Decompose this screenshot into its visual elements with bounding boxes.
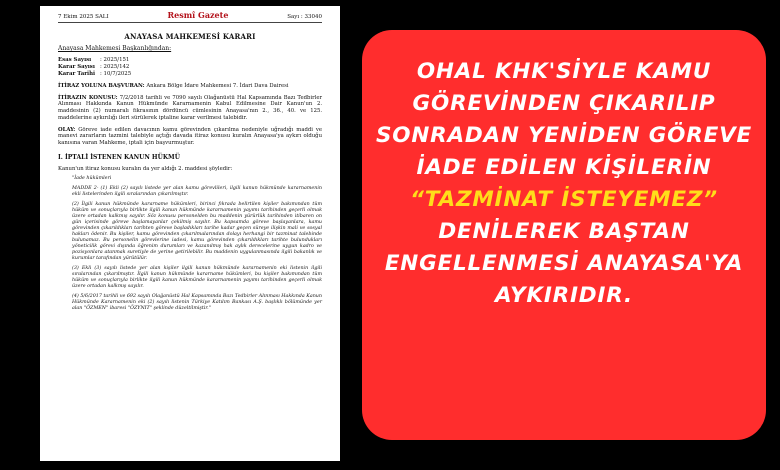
gazette-page <box>40 6 340 461</box>
headline-line: SONRADAN YENİDEN GÖREVE <box>375 123 753 148</box>
quote-paragraph: (2) İlgili kanun hükmünde kararname hükümleri, birinci fıkrada belirtilen kişiler bakımından tüm hüküm ve sonuçlarıyla birlikte ilgili kanun hükmünde kararnamenin yayımı tarihinden geçerli olmak üzere ortadan kalkmış sayılır. Söz konusu personelden bu maddenin yürürlük tarihinden itibaren on gün içerisinde göreve başlamayanlar çekilmiş sayılır. Bu kapsamda göreve başlayanlara, kamu görevinden çıkarıldıkları tarihten göreve başladıkları tarihe kadar geçen süreye ilişkin mali ve sosyal hakları ödenir. Bu kişiler, kamu görevinden çıkarılmalarından dolayı herhangi bir tazminat talebinde bulunamaz. Bu personelin görevlerine iadesi, kamu görevinden çıkarıldıkları tarihte bulundukları yöneticilik görevi dışında öğrenim durumları ve kazanılmış hak aylık derecelerine uygun kadro ve pozisyonlara atanmak suretiyle de yerine getirilebilir. Bu maddenin uygulanmasında ilgili bakanlık ve kurumlar tarafından yürütülür. <box>72 202 322 262</box>
headline-highlight-line: “TAZMİNAT İSTEYEMEZ” <box>410 187 718 212</box>
event-paragraph <box>58 127 322 147</box>
case-label: Karar Sayısı <box>58 64 95 70</box>
case-row <box>58 57 322 64</box>
event-text: Göreve iade edilen davacının kamu görevinden çıkarılma nedeniyle uğradığı maddi ve manevi zararların tazmini talebiyle açtığı davada itiraz konusu kuralın Anayasa'ya aykırı olduğu kanısına varan Mahkeme, iptali için başvurmuştur. <box>58 126 322 146</box>
section-heading: I. İPTALİ İSTENEN KANUN HÜKMÜ <box>58 153 180 161</box>
case-value: : 2025/142 <box>100 64 130 70</box>
quote-paragraph: (3) Ekli (3) sayılı listede yer alan kişiler ilgili kanun hükmünde kararnamenin eki listenin ilgili sıralarından çıkarılmıştır. İlgili kanun hükmünde kararname hükümleri, bu kişiler bakımından tüm hüküm ve sonuçlarıyla birlikte ilgili kanun hükmünde kararnamenin yayımı tarihinden geçerli olmak üzere ortadan kalkmış sayılır. <box>72 266 322 290</box>
headline-text <box>362 56 766 312</box>
headline-line: İADE EDİLEN KİŞİLERİN <box>416 155 712 180</box>
case-label: Esas Sayısı <box>58 57 92 63</box>
gazette-issue: Sayı : 33040 <box>287 14 322 20</box>
headline-line: ENGELLENMESİ ANAYASA'YA <box>384 251 744 276</box>
court-name: Anayasa Mahkemesi Başkanlığından: <box>58 45 172 52</box>
applicant-text: Ankara Bölge İdare Mahkemesi 7. İdari Dava Dairesi <box>146 83 289 89</box>
quote-heading: "İade hükümleri <box>72 176 112 182</box>
decision-title: ANAYASA MAHKEMESİ KARARI <box>124 32 256 41</box>
case-details <box>58 57 322 78</box>
subject-label: İTİRAZIN KONUSU: <box>58 94 118 101</box>
event-label: OLAY: <box>58 126 76 133</box>
case-value: : 10/7/2025 <box>100 71 132 77</box>
applicant-paragraph <box>58 83 322 90</box>
headline-line: GÖREVİNDEN ÇIKARILIP <box>412 91 716 116</box>
case-value: : 2025/151 <box>100 57 130 63</box>
gazette-header <box>58 10 322 23</box>
quote-paragraph: MADDE 2- (1) Ekli (2) sayılı listede yer alan kamu görevlileri, ilgili kanun hükmünde kararnamenin ekli listelerinden ilgili sıralarından çıkarılmıştır. <box>72 186 322 198</box>
case-row <box>58 71 322 78</box>
headline-line: OHAL KHK'SİYLE KAMU <box>416 59 712 84</box>
gazette-name: Resmî Gazete <box>167 10 229 20</box>
case-label: Karar Tarihi <box>58 71 96 77</box>
headline-panel <box>362 30 766 440</box>
section-intro: Kanun'un itiraz konusu kuralın da yer aldığı 2. maddesi şöyledir: <box>58 165 233 172</box>
applicant-label: İTİRAZ YOLUNA BAŞVURAN: <box>58 83 145 89</box>
subject-paragraph <box>58 95 322 122</box>
quote-paragraph: (4) 5/6/2017 tarihli ve 692 sayılı Olağanüstü Hal Kapsamında Bazı Tedbirler Alınması Hakkında Kanun Hükmünde Kararnamenin eki (2) sayılı listenin Türkiye Katılım Bankası A.Ş. başlıklı bölümünde yer alan "ÖZMEN" ibaresi "ÖZYNIT" şeklinde düzeltilmiştir." <box>72 294 322 312</box>
headline-line: DENİLEREK BAŞTAN <box>438 219 690 244</box>
headline-line: AYKIRIDIR. <box>495 283 633 308</box>
subject-text: 7/2/2018 tarihli ve 7090 sayılı Olağanüstü Hal Kapsamında Bazı Tedbirler Alınması Hakkında Kanun Hükmünde Kararnamenin Kabul Edilmesine Dair Kanun'un 2. maddesinin (2) numaralı fıkrasının dördüncü cümlesinin Anayasa'nın 2., 36., 40. ve 125. maddelerine aykırılığı ileri sürülerek iptaline karar verilmesi talebidir. <box>58 94 323 121</box>
case-row <box>58 64 322 71</box>
gazette-date: 7 Ekim 2025 SALI <box>58 14 109 20</box>
